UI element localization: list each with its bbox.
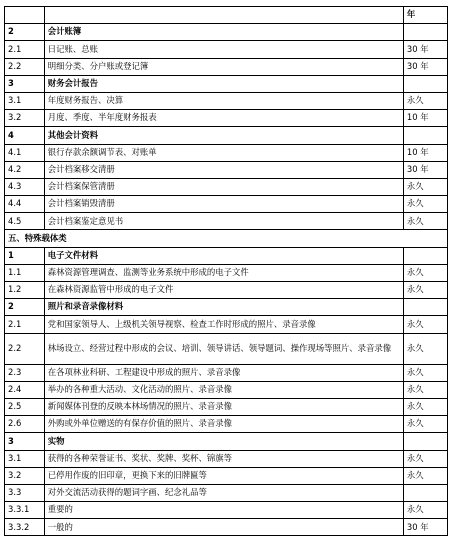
table-row [5,398,448,415]
group-row [5,75,448,92]
item-number: 4 [5,127,45,144]
item-number: 1 [5,247,45,264]
item-description: 获得的各种荣誉证书、奖状、奖牌、奖杯、锦旗等 [44,450,403,467]
item-number: 2.5 [5,398,45,415]
item-number: 3 [5,75,45,92]
header-cell-period: 年 [403,7,447,24]
item-description: 在各项林业科研、工程建设中形成的照片、录音录像 [44,364,403,381]
item-description: 会计档案移交清册 [44,161,403,178]
item-description: 照片和录音录像材料 [44,299,403,316]
retention-period: 永久 [403,92,447,109]
retention-period: 30 年 [403,519,447,536]
item-number: 3.2 [5,467,45,484]
item-description: 在森林资源监管中形成的电子文件 [44,282,403,299]
retention-period: 30 年 [403,58,447,75]
item-description: 外购或外单位赠送的有保存价值的照片、录音录像 [44,416,403,433]
table-row [5,416,448,433]
item-number: 3 [5,433,45,450]
retention-period: 永久 [403,381,447,398]
retention-period [403,484,447,501]
item-number: 2.4 [5,381,45,398]
retention-period: 永久 [403,398,447,415]
table-row [5,41,448,58]
table-row [5,92,448,109]
item-number: 4.3 [5,178,45,195]
retention-period: 永久 [403,282,447,299]
table-row [5,144,448,161]
table-row [5,58,448,75]
item-description: 会计档案鉴定意见书 [44,213,403,230]
item-number: 3.3.1 [5,502,45,519]
item-description: 明细分类、分户账或登记簿 [44,58,403,75]
retention-period: 永久 [403,196,447,213]
item-description: 月度、季度、半年度财务报表 [44,110,403,127]
item-description: 财务会计报告 [44,75,403,92]
item-description: 日记账、总账 [44,41,403,58]
table-row [5,381,448,398]
item-description: 实物 [44,433,403,450]
table-row [5,502,448,519]
section-row [5,230,448,247]
item-number: 2.2 [5,58,45,75]
table-row [5,364,448,381]
header-cell [5,7,45,24]
retention-period: 永久 [403,416,447,433]
item-number: 2.2 [5,333,45,364]
item-description: 年度财务报告、决算 [44,92,403,109]
table-row [5,316,448,333]
retention-period: 10 年 [403,110,447,127]
table-row [5,161,448,178]
item-description: 已停用作废的旧印章，更换下来的旧牌匾等 [44,467,403,484]
item-number: 4.1 [5,144,45,161]
item-description: 党和国家领导人、上级机关领导视察、检查工作时形成的照片、录音录像 [44,316,403,333]
item-number: 2.1 [5,41,45,58]
table-row [5,467,448,484]
item-number: 3.1 [5,92,45,109]
retention-period: 永久 [403,316,447,333]
retention-period: 30 年 [403,41,447,58]
item-number: 2.3 [5,364,45,381]
retention-period: 永久 [403,450,447,467]
table-row [5,196,448,213]
item-number: 4.2 [5,161,45,178]
retention-period [403,247,447,264]
retention-period: 30 年 [403,161,447,178]
table-row [5,178,448,195]
item-description: 举办的各种重大活动、文化活动的照片、录音录像 [44,381,403,398]
item-description: 林场设立、经营过程中形成的会议、培训、领导讲话、领导题词、操作现场等照片、录音录像 [44,333,403,364]
item-number: 2.6 [5,416,45,433]
table-header-row [5,7,448,24]
group-row [5,24,448,41]
retention-period [403,299,447,316]
item-number: 1.2 [5,282,45,299]
table-row [5,264,448,281]
item-number: 3.3.2 [5,519,45,536]
table-row [5,519,448,536]
table-row [5,213,448,230]
item-description: 一般的 [44,519,403,536]
item-number: 1.1 [5,264,45,281]
item-description: 对外交流活动获得的题词字画、纪念礼品等 [44,484,403,501]
item-description: 重要的 [44,502,403,519]
retention-period: 永久 [403,178,447,195]
item-description: 银行存款余额调节表、对账单 [44,144,403,161]
table-row [5,282,448,299]
group-row [5,127,448,144]
retention-period [403,75,447,92]
retention-period [403,127,447,144]
group-row [5,299,448,316]
retention-period: 永久 [403,264,447,281]
table-row [5,333,448,364]
group-row [5,433,448,450]
retention-period: 永久 [403,502,447,519]
retention-period: 永久 [403,467,447,484]
item-description: 会计档案销毁清册 [44,196,403,213]
item-description: 新闻媒体刊登的反映本林场情况的照片、录音录像 [44,398,403,415]
group-row [5,247,448,264]
item-number: 3.2 [5,110,45,127]
item-description: 森林资源管理调查、监测等业务系统中形成的电子文件 [44,264,403,281]
table-row [5,484,448,501]
item-number: 2.1 [5,316,45,333]
retention-period [403,24,447,41]
item-description: 其他会计资料 [44,127,403,144]
table-row [5,110,448,127]
table-row [5,450,448,467]
section-title: 五、特殊载体类 [5,230,448,247]
item-number: 2 [5,24,45,41]
header-cell [44,7,403,24]
item-description: 电子文件材料 [44,247,403,264]
retention-table [4,6,448,536]
item-number: 3.1 [5,450,45,467]
item-number: 3.3 [5,484,45,501]
retention-schedule-page [4,6,448,536]
retention-period: 永久 [403,333,447,364]
item-number: 4.4 [5,196,45,213]
retention-period: 永久 [403,364,447,381]
retention-period [403,433,447,450]
item-description: 会计档案保管清册 [44,178,403,195]
retention-period: 10 年 [403,144,447,161]
item-number: 2 [5,299,45,316]
retention-period: 永久 [403,213,447,230]
item-description: 会计账簿 [44,24,403,41]
item-number: 4.5 [5,213,45,230]
